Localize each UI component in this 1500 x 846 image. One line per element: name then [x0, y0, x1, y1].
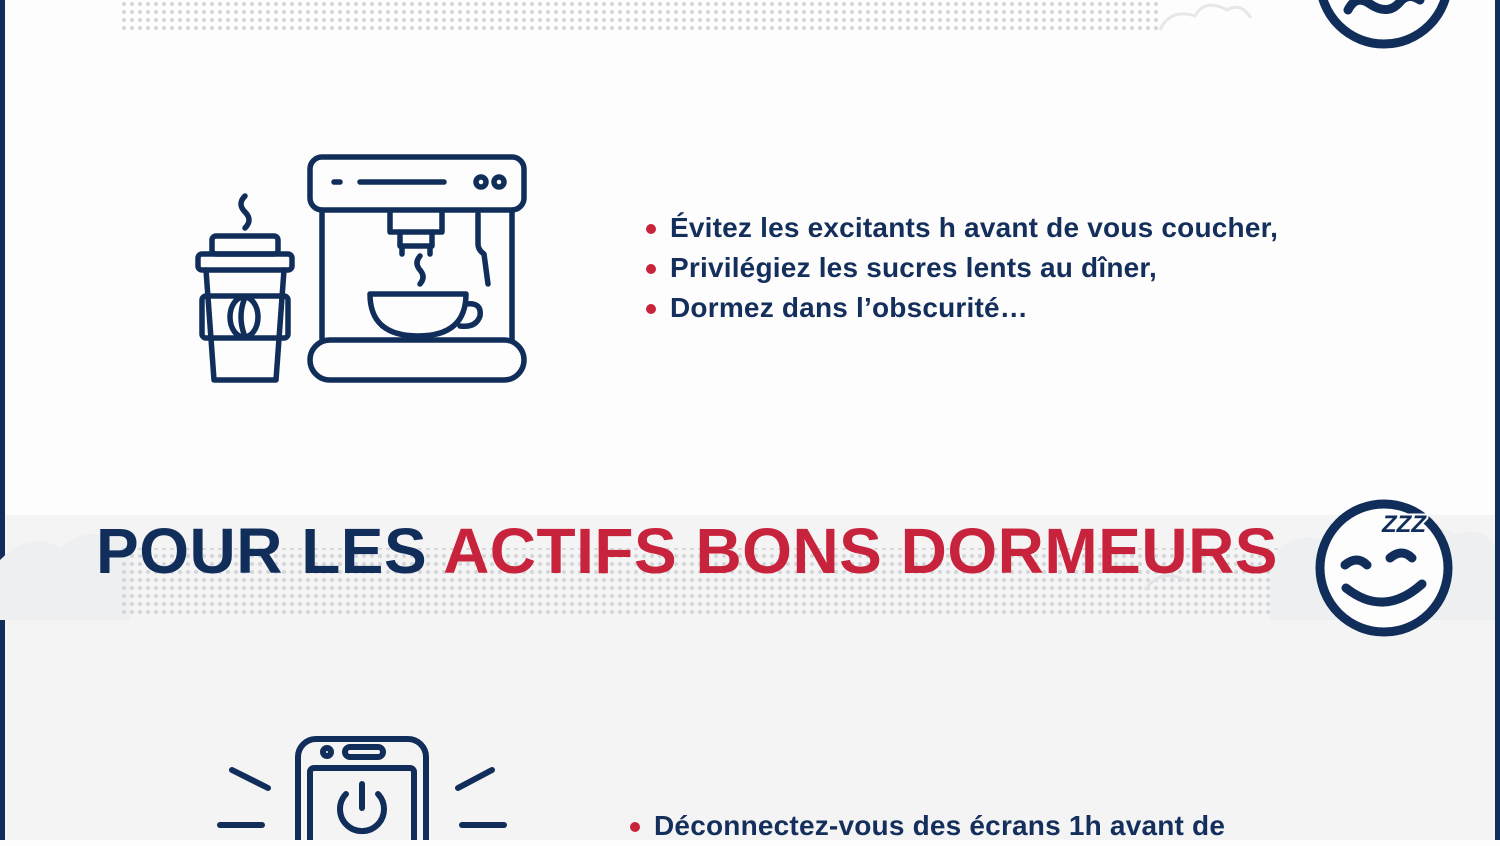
- coffee-cup-icon: [198, 196, 292, 380]
- section-title-part1: POUR LES: [96, 515, 444, 587]
- section-title-part2: ACTIFS BONS DORMEURS: [443, 515, 1278, 587]
- screen-tips-list: [630, 806, 1225, 846]
- list-item: Évitez les excitants h avant de vous coucher,: [646, 208, 1278, 248]
- top-banner-dots: [122, 0, 1251, 34]
- smartphone-power-icon: [220, 739, 504, 840]
- coffee-machine-icon: [310, 157, 524, 380]
- list-item: Privilégiez les sucres lents au dîner,: [646, 248, 1278, 288]
- section-title: [96, 514, 1278, 588]
- sad-face-icon: [1320, 0, 1448, 44]
- list-item: Dormez dans l’obscurité…: [646, 288, 1278, 328]
- zzz-label: ZZZ: [1382, 511, 1426, 538]
- list-item: Déconnectez-vous des écrans 1h avant de: [630, 806, 1225, 846]
- caffeine-tips-list: [646, 208, 1278, 328]
